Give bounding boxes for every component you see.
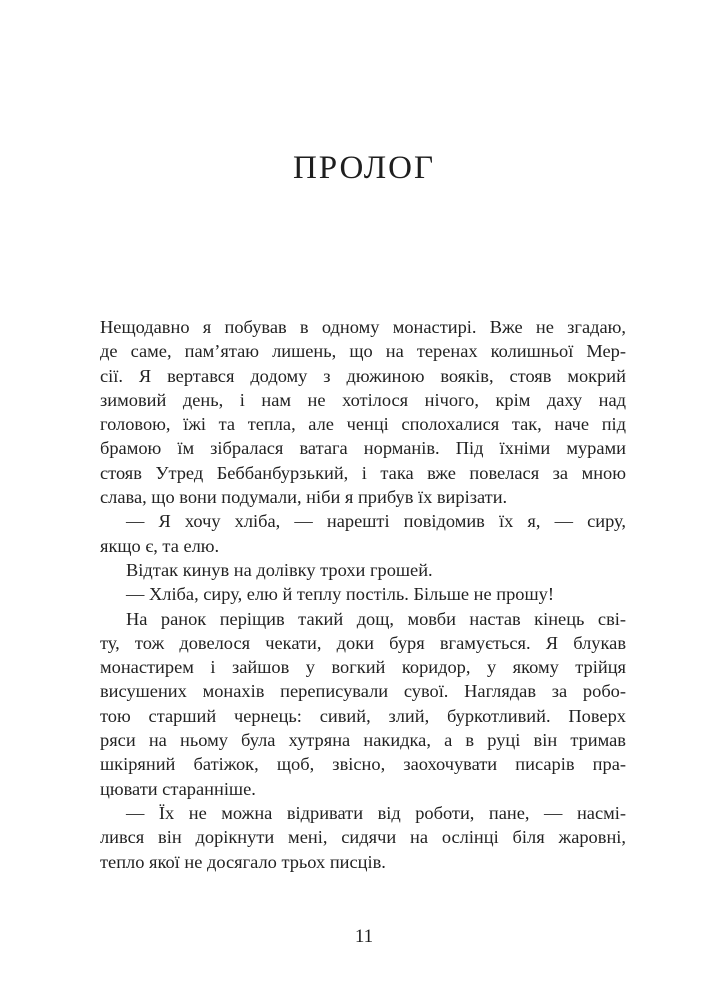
text-line: Відтак кинув на долівку трохи грошей. <box>126 559 433 580</box>
text-line: зимовий день, і нам не хотілося нічого, крім даху над <box>100 389 626 410</box>
text-line: — Я хочу хліба, — нарешті повідомив їх я, — сиру, <box>126 511 626 532</box>
text-line: сії. Я вертався додому з дюжиною вояків, стояв мокрий <box>100 365 626 386</box>
text-line: — Хліба, сиру, елю й теплу постіль. Більше не прошу! <box>126 584 554 605</box>
paragraph <box>100 315 626 509</box>
paragraph <box>100 558 626 582</box>
chapter-heading: ПРОЛОГ <box>292 150 436 186</box>
text-line: Нещодавно я побував в одному монастирі. Вже не згадаю, <box>100 317 626 337</box>
text-line: ту, тож довелося чекати, доки буря вгамується. Я блукав <box>100 632 626 653</box>
text-line: лився він дорікнути мені, сидячи на ослінці біля жаровні, <box>100 827 626 848</box>
body-text <box>100 315 626 874</box>
text-line: цювати старанніше. <box>100 778 256 799</box>
page-number: 11 <box>354 926 374 947</box>
text-line: брамою їм зібралася ватага норманів. Під їхніми мурами <box>100 438 626 459</box>
text-line: шкіряний батіжок, щоб, звісно, заохочувати писарів пра- <box>100 754 626 775</box>
text-line: монастирем і зайшов у вогкий коридор, у якому трійця <box>100 657 626 678</box>
paragraph <box>100 582 626 606</box>
text-line: якщо є, та елю. <box>100 535 220 556</box>
text-line: головою, їжі та тепла, але ченці сполохалися так, наче під <box>100 414 626 435</box>
text-line: стояв Утред Беббанбурзький, і така вже повелася за мною <box>100 462 626 483</box>
paragraph <box>100 801 626 874</box>
text-line: На ранок періщив такий дощ, мовби настав кінець сві- <box>126 608 626 629</box>
text-line: тою старший чернець: сивий, злий, буркотливий. Поверх <box>100 705 626 726</box>
text-line: слава, що вони подумали, ніби я прибув їх вирізати. <box>100 487 508 508</box>
text-line: — Їх не можна відривати від роботи, пане, — насмі- <box>126 802 626 823</box>
paragraph <box>100 607 626 801</box>
text-line: ряси на ньому була хутряна накидка, а в руці він тримав <box>100 730 626 751</box>
text-line: висушених монахів переписували сувої. Наглядав за робо- <box>100 681 626 702</box>
text-line: де саме, пам’ятаю лишень, що на теренах колишньої Мер- <box>100 341 626 362</box>
paragraph <box>100 509 626 558</box>
text-line: тепло якої не досягало трьох писців. <box>100 851 386 872</box>
